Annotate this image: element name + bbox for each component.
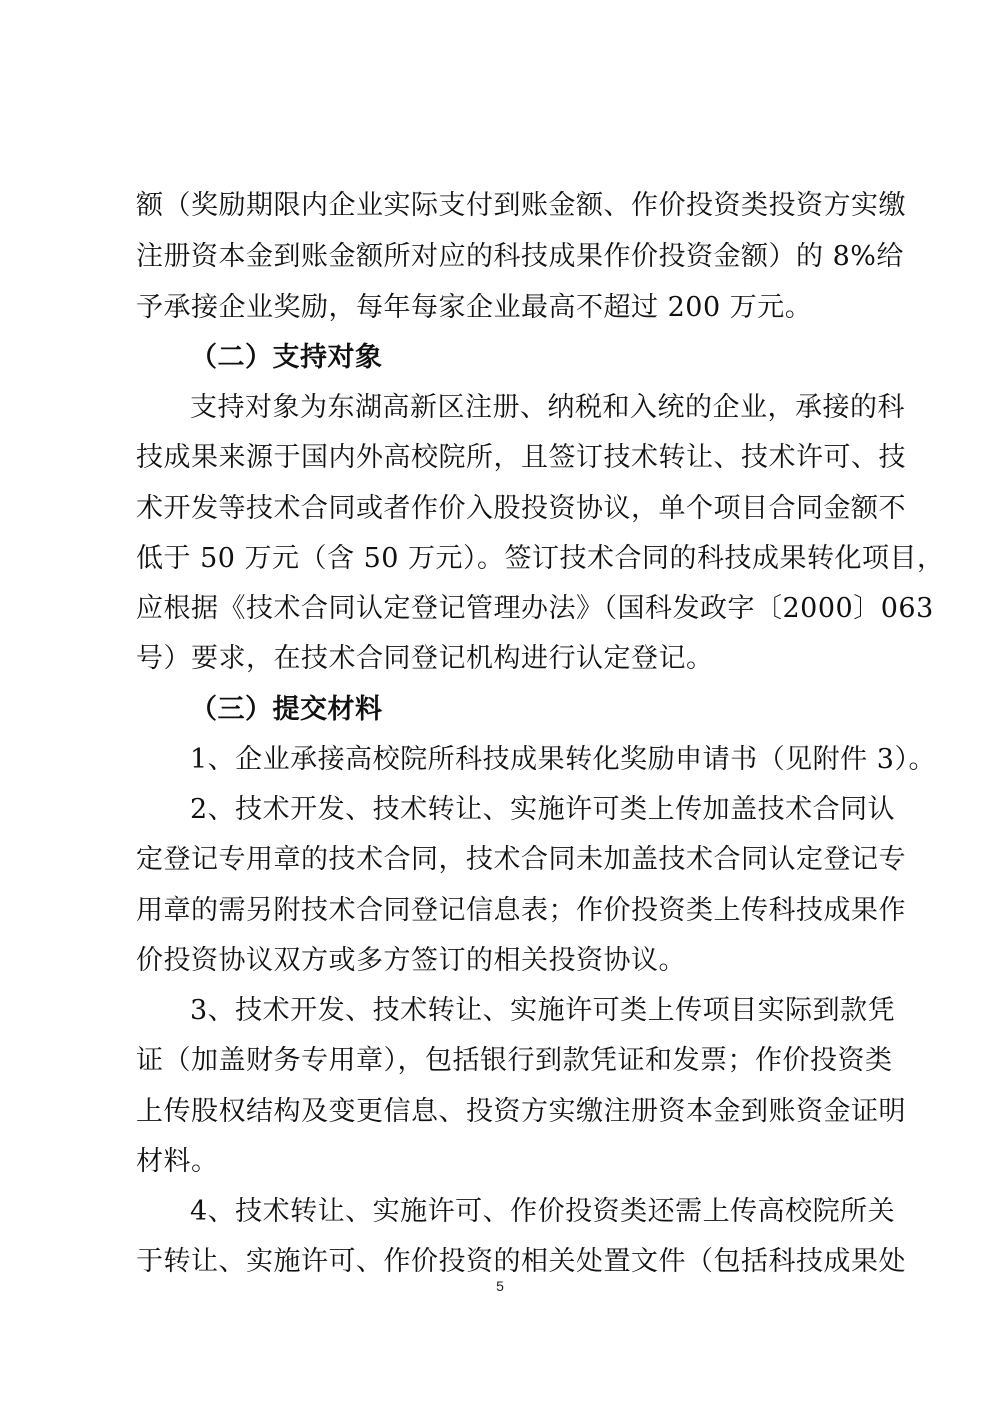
body-line: 定登记专用章的技术合同，技术合同未加盖技术合同认定登记专 (136, 844, 906, 875)
body-line: 上传股权结构及变更信息、投资方实缴注册资本金到账资金证明 (136, 1096, 906, 1127)
body-line: 价投资协议双方或多方签订的相关投资协议。 (136, 945, 686, 976)
body-line: 技成果来源于国内外高校院所，且签订技术转让、技术许可、技 (136, 442, 906, 473)
list-item-line: 1、企业承接高校院所科技成果转化奖励申请书（见附件 3）。 (190, 744, 936, 775)
body-line: 号）要求，在技术合同登记机构进行认定登记。 (136, 643, 714, 674)
page-number: 5 (496, 1278, 504, 1294)
body-line: 注册资本金到账金额所对应的科技成果作价投资金额）的 8%给 (136, 241, 904, 272)
body-line: 术开发等技术合同或者作价入股投资协议，单个项目合同金额不 (136, 493, 906, 524)
list-item-line: 4、技术转让、实施许可、作价投资类还需上传高校院所关 (190, 1196, 896, 1227)
body-line: 用章的需另附技术合同登记信息表；作价投资类上传科技成果作 (136, 895, 906, 926)
list-item-line: 2、技术开发、技术转让、实施许可类上传加盖技术合同认 (190, 794, 896, 825)
body-line: 予承接企业奖励，每年每家企业最高不超过 200 万元。 (136, 292, 813, 323)
body-line: 应根据《技术合同认定登记管理办法》（国科发政字〔2000〕063 (136, 593, 934, 624)
section-heading: （三）提交材料 (190, 694, 383, 725)
body-line: 支持对象为东湖高新区注册、纳税和入统的企业，承接的科 (190, 392, 905, 423)
body-line: 证（加盖财务专用章），包括银行到款凭证和发票；作价投资类 (136, 1045, 893, 1076)
section-heading: （二）支持对象 (190, 342, 383, 373)
body-line: 于转让、实施许可、作价投资的相关处置文件（包括科技成果处 (136, 1246, 906, 1277)
body-line: 低于 50 万元（含 50 万元）。签订技术合同的科技成果转化项目， (136, 543, 945, 574)
list-item-line: 3、技术开发、技术转让、实施许可类上传项目实际到款凭 (190, 995, 896, 1026)
body-line: 材料。 (136, 1146, 219, 1177)
body-line: 额（奖励期限内企业实际支付到账金额、作价投资类投资方实缴 (136, 190, 906, 221)
